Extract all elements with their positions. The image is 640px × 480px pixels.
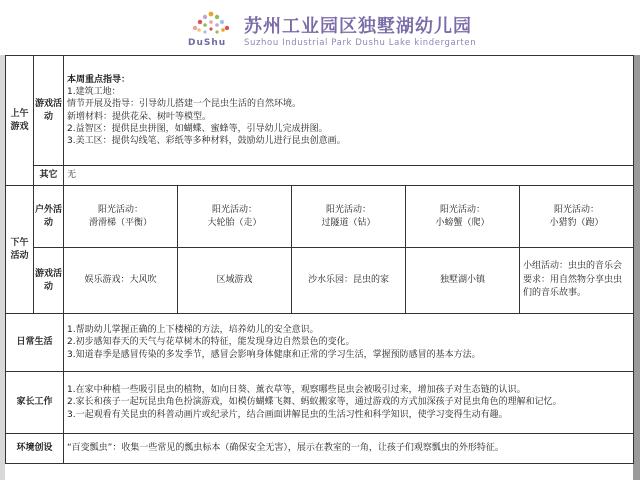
daily-life-row (6, 314, 634, 372)
list-item: 3.美工区：提供勾线笔、彩纸等多种材料，鼓励幼儿进行昆虫创意画。 (67, 135, 346, 146)
morning-games-label: 游戏活动 (34, 56, 64, 166)
game-cell: 沙水乐园：昆虫的家 (292, 248, 406, 314)
list-item: 2.益智区：提供昆虫拼图，如蝴蝶、蜜蜂等，引导幼儿完成拼图。 (67, 123, 328, 134)
activity-name: 滑滑梯（平衡） (88, 217, 152, 228)
game-cell: 娱乐游戏：大风吹 (64, 248, 178, 314)
game-cell: 小组活动：虫虫的音乐会要求：用自然物分享虫虫们的音乐故事。 (520, 248, 634, 314)
activity-type: 阳光活动： (97, 205, 143, 216)
afternoon-outdoor-row (6, 186, 634, 248)
environment-text: “百变瓢虫”：收集一些常见的瓢虫标本（确保安全无害），展示在教室的一角，让孩子们观察瓢虫的外形特征。 (67, 443, 504, 454)
weekly-plan-table (5, 55, 634, 464)
outdoor-activity-cell (406, 186, 520, 248)
logo-text: DuShu (188, 38, 227, 48)
family-work-content (64, 372, 634, 434)
activity-type: 阳光活动： (211, 205, 257, 216)
daily-life-label: 日常生活 (6, 314, 64, 372)
game-cell: 独墅湖小镇 (406, 248, 520, 314)
afternoon-section-label: 下午活动 (6, 186, 34, 314)
family-work-row (6, 372, 634, 434)
afternoon-games-row (6, 248, 634, 314)
list-item: 3.一起观看有关昆虫的科普动画片或纪录片，结合画面讲解昆虫的生活习性和科学知识，使学习变得生动有趣。 (67, 409, 508, 420)
outdoor-activity-cell (292, 186, 406, 248)
outdoor-activity-cell (520, 186, 634, 248)
activity-name: 小猎豹（跑） (549, 217, 604, 228)
activity-type: 阳光活动： (439, 205, 485, 216)
list-item: 1.建筑工地： (67, 87, 121, 98)
environment-content (64, 434, 634, 464)
family-work-label: 家长工作 (6, 372, 64, 434)
activity-type: 阳光活动： (325, 205, 371, 216)
activity-name: 小螃蟹（爬） (435, 217, 490, 228)
other-label: 其它 (34, 166, 64, 186)
list-item: 2.家长和孩子一起玩昆虫角色扮演游戏，如模仿蝴蝶飞舞、蚂蚁搬家等，通过游戏的方式加深孩子对昆虫角色的理解和记忆。 (67, 397, 562, 408)
list-item: 1.在家中种植一些吸引昆虫的植物，如向日葵、薰衣草等，观察哪些昆虫会被吸引过来，增加孩子对生态链的认识。 (67, 385, 526, 396)
daily-life-content (64, 314, 634, 372)
page-header (0, 0, 640, 55)
school-name-en: Suzhou Industrial Park Dushu Lake kindergarten (244, 38, 477, 48)
outdoor-activity-cell (178, 186, 292, 248)
morning-section-label: 上午游戏 (6, 56, 34, 186)
morning-games-content (64, 56, 634, 166)
outdoor-activity-cell (64, 186, 178, 248)
school-name: 苏州工业园区独墅湖幼儿园 (244, 16, 472, 37)
list-item: 1.帮助幼儿掌握正确的上下楼梯的方法，培养幼儿的安全意识。 (67, 325, 319, 336)
list-item: 新增材料：提供花朵、树叶等模型。 (67, 111, 212, 122)
activity-name: 大轮胎（走） (207, 217, 262, 228)
morning-games-row (6, 56, 634, 166)
outdoor-label: 户外活动 (34, 186, 64, 248)
page-shadow (633, 55, 640, 480)
focus-title: 本周重点指导： (67, 75, 131, 86)
list-item: 2.初步感知春天的天气与花草树木的特征，能发现身边自然景色的变化。 (67, 337, 355, 348)
list-item: 情节开展及指导：引导幼儿搭建一个昆虫生活的自然环境。 (67, 99, 302, 110)
activity-type: 阳光活动： (554, 205, 600, 216)
environment-label: 环境创设 (6, 434, 64, 464)
environment-row (6, 434, 634, 464)
afternoon-games-label: 游戏活动 (34, 248, 64, 314)
morning-other-row (6, 166, 634, 186)
list-item: 3.知道春季是感冒传染的多发季节，感冒会影响身体健康和正常的学习生活，掌握预防感冒的基本方法。 (67, 349, 481, 360)
other-value: 无 (64, 166, 634, 186)
game-cell: 区域游戏 (178, 248, 292, 314)
activity-name: 过隧道（钻） (321, 217, 376, 228)
